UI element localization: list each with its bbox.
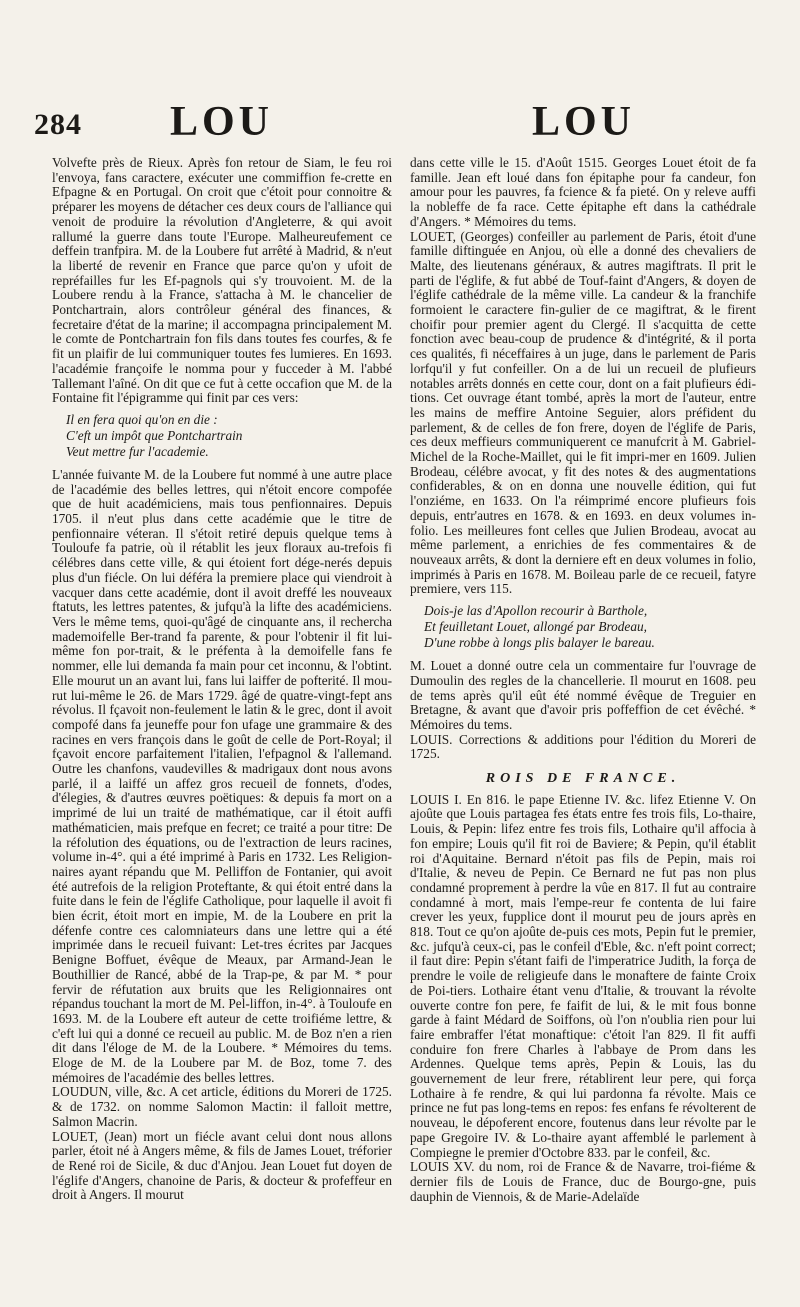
paragraph: LOUIS I. En 816. le pape Etienne IV. &c. lifez Etienne V. On ajoûte que Louis partagea fes états entre fes trois fils, Lo-thaire, Louis, & Pepin: lifez entre fes trois fils, Lothaire qu'il affocia à fon empire; Louis qu'il fit roi de Baviere; & Pepin, qu'il établit roi d'Aquitaine. Bernard n'étoit pas fils de Pepin, mais roi d'Italie, & neveu de Pepin. Ce Bernard ne fut pas non plus condamné proprement à perdre la vûe en 817. Il fut au contraire condamné à mort, mais l'empe-reur fe contenta de lui faire crever les yeux, fupplice dont il mourut peu de jours après en 818. Tout ce qu'on ajoûte de-puis ces mots, Pepin fut le premier, &c. jufqu'à ceux-ci, pas le confeil d'Eble, &c. n'eft point correct; il faut dire: Pepin s'étant faifi de l'imperatrice Judith, la força de prendre le voile de religieufe dans le monaftere de fainte Croix de Poi-tiers. Lothaire étant venu d'Italie, & trouvant la révolte ouverte contre fon pere, fe faifit de lui, & le mit fous bonne garde à faint Médard de Soiffons, où l'on n'oublia rien pour lui faire embraffer l'état monaftique: c'étoit l'an 829. Il fit auffi conduire fon frere Charles à l'abbaye de Prom dans les Ardennes. Quelque tems après, Pepin & Louis, las du gouvernement de leur frere, rétablirent leur pere, qui força Lothaire à fe rendre, & qui lui pardonna fa révolte. Mais ce prince ne fut pas long-tems en repos: fes enfans fe révolterent de nouveau, le dépoferent encore, foutenus dans leur révolte par le pape Gregoire IV. & Lo-thaire ayant affemblé le parlement à Compiegne le premier d'Octobre 833. par le confeil, &c. bbox=[410, 791, 756, 1160]
running-head-right: LOU bbox=[532, 99, 636, 145]
verse-line: D'une robbe à longs plis balayer le bareau. bbox=[424, 635, 655, 651]
verse-line: Il en fera quoi qu'on en die : bbox=[66, 411, 218, 427]
verse-quote bbox=[66, 412, 392, 460]
verse-quote bbox=[424, 603, 756, 651]
paragraph: M. Louet a donné outre cela un commentaire fur l'ouvrage de Dumoulin des regles de la chancellerie. Il mourut en 1608. peu de tems après qu'il eût été nommé évêque de Treguier en Bretagne, & avant que d'avoir pris poffeffion de cet évêché. * Mémoires du tems. bbox=[410, 658, 756, 732]
paragraph: LOUIS XV. du nom, roi de France & de Navarre, troi-fiéme & dernier fils de Louis de France, duc de Bourgo-gne, puis dauphin de Viennois, & de Marie-Adelaïde bbox=[410, 1159, 756, 1204]
verse-line: Et feuilletant Louet, allongé par Brodeau, bbox=[424, 619, 647, 635]
verse-line: Veut mettre fur l'academie. bbox=[66, 443, 209, 459]
paragraph: Volvefte près de Rieux. Après fon retour de Siam, le feu roi l'envoya, fans caractere, exécuter une commiffion fe-crette en Efpagne & en Portugal. On croit que c'étoit pour connoitre & préparer les moyens de détacher ces deux cours de l'alliance qui venoit de produire la révolution d'Angleterre, & qui avoit rallumé la guerre dans toute l'Europe. Malheureufement ce deffein tranfpira. M. de la Loubere fut arrêté à Madrid, & n'eut la liberté de revenir en France que parce qu'on y ufoit de repréfailles fur les Ef-pagnols qui s'y trouvoient. M. de la Loubere rendu à la France, s'attacha à M. le chancelier de Pontchartrain, alors contrôleur général des finances, & fecretaire d'état de la marine; il accompagna principalement M. le comte de Pontchartrain fon fils dans toutes fes courfes, & fe fit un plaifir de lui communiquer toutes fes lumieres. En 1693. l'académie françoife le nomma pour y fucceder à M. l'abbé Tallemant l'aîné. On dit que ce fut à cette occafion que M. de la Fontaine fit l'épigramme qui finit par ces vers: bbox=[52, 156, 392, 406]
paragraph: dans cette ville le 15. d'Août 1515. Georges Louet étoit de fa famille. Jean eft loué dans fon épitaphe pour fa candeur, fon amour pour les pauvres, fa fcience & fa pieté. On y releve auffi la nobleffe de fa race. Cette épitaphe eft dans la cathédrale d'Angers. * Mémoires du tems. bbox=[410, 156, 756, 229]
running-head-left: LOU bbox=[170, 99, 274, 145]
page-number: 284 bbox=[34, 108, 82, 141]
left-column bbox=[52, 156, 392, 1296]
paragraph: LOUDUN, ville, &c. A cet article, éditions du Moreri de 1725. & de 1732. on nomme Salomon Mactin: il falloit mettre, Salmon Macrin. bbox=[52, 1084, 392, 1129]
paragraph: LOUET, (Jean) mort un fiécle avant celui dont nous allons parler, étoit né à Angers même, & fils de James Louet, tréforier de René roi de Sicile, & duc d'Anjou. Jean Louet fut doyen de l'églife d'Angers, chanoine de Paris, & docteur & profeffeur en droit à Angers. Il mourut bbox=[52, 1128, 392, 1203]
paragraph: LOUIS. Corrections & additions pour l'édition du Moreri de 1725. bbox=[410, 731, 756, 762]
verse-line: Dois-je las d'Apollon recourir à Barthole, bbox=[424, 603, 648, 619]
section-heading: ROIS DE FRANCE. bbox=[485, 771, 681, 787]
paragraph: L'année fuivante M. de la Loubere fut nommé à une autre place de l'académie des belles lettres, qui n'étoit encore compofée que de huit académiciens, mais tous penfionnaires. Depuis 1705. il n'eut plus dans cette académie que le titre de penfionnaire véteran. Il s'étoit retiré depuis quelque tems à Touloufe fa patrie, où il rétablit les jeux floraux au-trefois fi célébres dans cette ville, & qui étoient fort dége-nerés depuis plus d'un fiécle. On lui déféra la premiere place qui viendroit à vacquer dans cette académie, dont il avoit dreffé les nouveaux ftatuts, les lettres patentes, & jufqu'à la lifte des académiciens. Vers le même tems, quoi-qu'âgé de cinquante ans, il rechercha mademoifelle Ber-trand fa parente, & pour l'obtenir il fit lui-même fon por-trait, & le préfenta à la demoifelle fans fe nommer, elle lui demanda fa main pour cet inconnu, & l'obtint. Elle mourut un an avant lui, fans lui laiffer de pofterité. Il mou-rut lui-même le 26. de Mars 1729. âgé de quatre-vingt-fept ans révolus. Il fçavoit non-feulement le latin & le grec, dont il avoit compofé dans fa jeuneffe pour fon ufage une grammaire & des racines en vers françois dans le goût de celle de Port-Royal; il fçavoit encore parfaitement l'italien, l'efpagnol & l'allemand. Outre les chanfons, vaudevilles & madrigaux dont nous avons parlé, il a laiffé un affez gros recueil de fonnets, d'odes, d'élegies, & d'autres œuvres poëtiques: & depuis fa mort on a imprimé de lui un traité de mathématique, car il étoit auffi mathématicien, mais prefque en fecret; ce traité a pour titre: De la réfolution des équations, ou de l'extraction de leurs racines, volume in-4°. qui a été imprimé à Paris en 1732. Les Religion-naires ayant répandu que M. Pelliffon de Fontanier, qui avoit été autrefois de la religion Proteftante, & qui étoit entré dans la fuite dans le fein de l'églife Catholique, pour laquelle il avoit fi bien écrit, étoit mort en impie, M. de la Loubere en prit la défenfe contre ces calomniateurs dans une lettre qui a été imprimée dans le recueil fuivant: Let-tres écrites par Jacques Benigne Boffuet, évêque de Meaux, par Armand-Jean le Bouthillier de Rancé, abbé de la Trap-pe, & par M. * pour fervir de réfutation aux bruits que les Religionnaires ont répandus touchant la mort de M. Pel-liffon, in-4°. à Touloufe en 1693. M. de la Loubere eft auteur de cette troifiéme lettre, & c'eft lui qui a donné ce recueil au public. M. de Boz n'en a rien dit dans l'éloge de M. de la Loubere. * Mémoires du tems. Eloge de M. de la Loubere par M. de Boz, tome 7. des mémoires de l'académie des belles lettres. bbox=[52, 466, 392, 1085]
paragraph: LOUET, (Georges) confeiller au parlement de Paris, étoit d'une famille diftinguée en Anjou, où elle a donné des chevaliers de Malte, des lieutenans généraux, & autres magiftrats. Il prit le parti de l'églife, & fut abbé de Touf-faint d'Angers, & doyen de l'églife cathédrale de la même ville. La candeur & la franchife formoient le caractere fin-gulier de ce magiftrat, & le firent choifir pour premier agent du Clergé. Il s'acquitta de cette fonction avec beau-coup de prudence & d'intégrité, & il porta ces qualités, fi néceffaires à un juge, dans le parlement de Paris lorfqu'il y fut confeiller. On a de lui un recueil de plufieurs notables arrêts donnés en cette cour, dont on a fait plufieurs édi-tions. Cet ouvrage étant tombé, après la mort de l'auteur, entre les mains de meffire Antoine Seguier, alors préfident du parlement, & de celles de fon frere, doyen de l'églife de Paris, ces deux meffieurs communiquerent ce manufcrit à M. Gabriel-Michel de la Roche-Maillet, qui le fit impri-mer en 1609. Julien Brodeau, célébre avocat, y fit des notes & des augmentations confiderables, & on en donna une nouvelle édition, qui fut l'onziéme, en 1633. On l'a réimprimé encore plufieurs fois depuis, entr'autres en 1678. & en 1693. en deux volumes in-folio. Les meilleures font celles que Julien Brodeau, avocat au même parlement, a enrichies de fes commentaires & de nouveaux arrêts, & dont la derniere eft en deux volumes in folio, imprimés à Paris en 1678. M. Boileau parle de ce recueil, fatyre premiere, vers 115. bbox=[410, 228, 756, 597]
right-column bbox=[410, 156, 756, 1296]
verse-line: C'eft un impôt que Pontchartrain bbox=[66, 427, 243, 443]
